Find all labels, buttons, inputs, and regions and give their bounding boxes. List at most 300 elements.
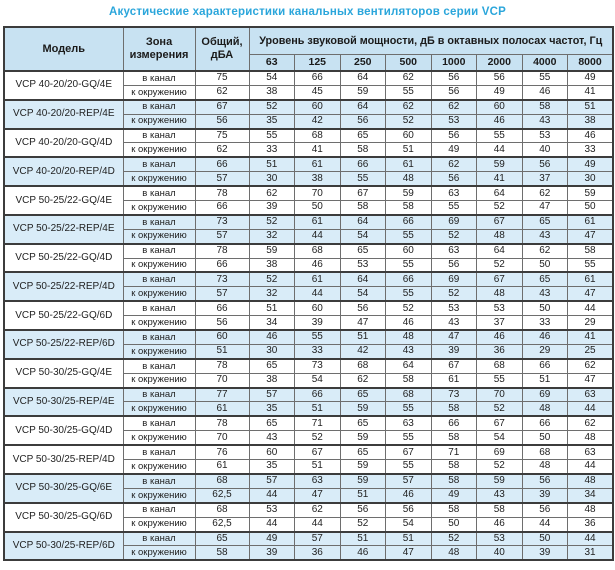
spl-value: 62: [386, 100, 432, 114]
spl-value: 61: [568, 215, 614, 229]
column-header-freq-2000: 2000: [477, 54, 523, 71]
model-name: VCP 50-25/22-GQ/4D: [4, 244, 123, 273]
spl-value: 52: [431, 287, 477, 301]
spl-value: 69: [522, 388, 568, 402]
column-header-sound-power: Уровень звуковой мощности, дБ в октавных полосах частот, Гц: [249, 27, 613, 54]
column-header-freq-500: 500: [386, 54, 432, 71]
spl-value: 43: [522, 229, 568, 243]
spl-value: 70: [295, 186, 341, 200]
spl-value: 32: [249, 229, 295, 243]
spl-value: 52: [477, 201, 523, 215]
spl-value: 36: [477, 344, 523, 358]
spl-value: 43: [477, 488, 523, 502]
total-dba-value: 70: [195, 431, 249, 445]
spl-value: 53: [431, 301, 477, 315]
zone-label: в канал: [123, 244, 195, 258]
spl-value: 59: [477, 474, 523, 488]
spl-value: 60: [295, 301, 341, 315]
spl-value: 39: [522, 546, 568, 560]
spl-value: 55: [386, 460, 432, 474]
total-dba-value: 76: [195, 445, 249, 459]
column-header-zone: Зона измерения: [123, 27, 195, 71]
spl-value: 49: [568, 157, 614, 171]
spl-value: 56: [431, 129, 477, 143]
spl-value: 44: [568, 532, 614, 546]
spl-value: 49: [477, 85, 523, 99]
total-dba-value: 66: [195, 201, 249, 215]
spl-value: 62: [386, 71, 432, 85]
spl-value: 53: [477, 532, 523, 546]
spl-value: 48: [477, 287, 523, 301]
spl-value: 34: [249, 316, 295, 330]
zone-label: к окружению: [123, 344, 195, 358]
zone-label: к окружению: [123, 114, 195, 128]
spl-value: 66: [295, 71, 341, 85]
spl-value: 62: [295, 503, 341, 517]
spl-value: 53: [522, 129, 568, 143]
spl-value: 55: [295, 330, 341, 344]
spl-value: 46: [249, 330, 295, 344]
table-row: [4, 301, 613, 315]
total-dba-value: 78: [195, 416, 249, 430]
spl-value: 46: [477, 330, 523, 344]
spl-value: 68: [295, 129, 341, 143]
spl-value: 43: [522, 114, 568, 128]
acoustic-table: [3, 26, 614, 561]
zone-label: в канал: [123, 330, 195, 344]
total-dba-value: 56: [195, 114, 249, 128]
spl-value: 39: [249, 546, 295, 560]
spl-value: 68: [295, 244, 341, 258]
spl-value: 59: [568, 186, 614, 200]
spl-value: 36: [568, 517, 614, 531]
spl-value: 67: [477, 272, 523, 286]
spl-value: 57: [295, 532, 341, 546]
spl-value: 47: [340, 316, 386, 330]
spl-value: 39: [431, 344, 477, 358]
spl-value: 57: [249, 388, 295, 402]
spl-value: 62: [568, 416, 614, 430]
zone-label: в канал: [123, 129, 195, 143]
total-dba-value: 58: [195, 546, 249, 560]
spl-value: 67: [340, 186, 386, 200]
spl-value: 41: [568, 85, 614, 99]
total-dba-value: 62: [195, 85, 249, 99]
spl-value: 47: [431, 330, 477, 344]
spl-value: 48: [568, 503, 614, 517]
spl-value: 50: [431, 517, 477, 531]
spl-value: 63: [568, 445, 614, 459]
spl-value: 66: [386, 272, 432, 286]
spl-value: 53: [431, 114, 477, 128]
total-dba-value: 62: [195, 143, 249, 157]
spl-value: 44: [249, 488, 295, 502]
spl-value: 50: [568, 201, 614, 215]
model-name: VCP 40-20/20-REP/4D: [4, 157, 123, 186]
zone-label: к окружению: [123, 402, 195, 416]
spl-value: 44: [568, 402, 614, 416]
spl-value: 42: [340, 344, 386, 358]
spl-value: 58: [522, 100, 568, 114]
spl-value: 59: [249, 244, 295, 258]
zone-label: к окружению: [123, 85, 195, 99]
model-name: VCP 50-30/25-GQ/4D: [4, 416, 123, 445]
spl-value: 52: [249, 215, 295, 229]
spl-value: 64: [477, 186, 523, 200]
table-row: [4, 474, 613, 488]
spl-value: 56: [522, 474, 568, 488]
spl-value: 51: [386, 532, 432, 546]
spl-value: 50: [295, 201, 341, 215]
zone-label: в канал: [123, 71, 195, 85]
spl-value: 29: [522, 344, 568, 358]
total-dba-value: 57: [195, 229, 249, 243]
spl-value: 65: [249, 416, 295, 430]
spl-value: 57: [249, 474, 295, 488]
spl-value: 66: [431, 416, 477, 430]
spl-value: 62: [522, 186, 568, 200]
spl-value: 63: [295, 474, 341, 488]
spl-value: 58: [568, 244, 614, 258]
total-dba-value: 68: [195, 474, 249, 488]
zone-label: в канал: [123, 186, 195, 200]
spl-value: 71: [295, 416, 341, 430]
spl-value: 29: [568, 316, 614, 330]
spl-value: 49: [249, 532, 295, 546]
zone-label: в канал: [123, 503, 195, 517]
page-title: Акустические характеристики канальных вентиляторов серии VCP: [108, 6, 507, 18]
spl-value: 56: [340, 114, 386, 128]
spl-value: 30: [249, 172, 295, 186]
zone-label: к окружению: [123, 546, 195, 560]
spl-value: 64: [340, 215, 386, 229]
spl-value: 39: [295, 316, 341, 330]
table-row: [4, 503, 613, 517]
spl-value: 46: [477, 517, 523, 531]
spl-value: 39: [522, 488, 568, 502]
spl-value: 44: [522, 517, 568, 531]
spl-value: 43: [249, 431, 295, 445]
spl-value: 51: [522, 373, 568, 387]
spl-value: 53: [249, 503, 295, 517]
spl-value: 52: [477, 402, 523, 416]
spl-value: 55: [249, 129, 295, 143]
total-dba-value: 66: [195, 157, 249, 171]
table-row: [4, 186, 613, 200]
spl-value: 39: [249, 201, 295, 215]
zone-label: в канал: [123, 416, 195, 430]
spl-value: 64: [386, 359, 432, 373]
spl-value: 30: [249, 344, 295, 358]
zone-label: в канал: [123, 445, 195, 459]
spl-value: 46: [522, 330, 568, 344]
spl-value: 55: [431, 201, 477, 215]
model-name: VCP 50-25/22-REP/6D: [4, 330, 123, 359]
table-row: [4, 71, 613, 85]
spl-value: 59: [477, 157, 523, 171]
total-dba-value: 66: [195, 301, 249, 315]
total-dba-value: 66: [195, 258, 249, 272]
spl-value: 51: [568, 100, 614, 114]
column-header-freq-8000: 8000: [568, 54, 614, 71]
zone-label: в канал: [123, 301, 195, 315]
spl-value: 58: [340, 143, 386, 157]
total-dba-value: 78: [195, 186, 249, 200]
zone-label: к окружению: [123, 517, 195, 531]
spl-value: 60: [249, 445, 295, 459]
table-row: [4, 272, 613, 286]
total-dba-value: 65: [195, 532, 249, 546]
spl-value: 37: [522, 172, 568, 186]
spl-value: 65: [340, 416, 386, 430]
spl-value: 52: [386, 301, 432, 315]
spl-value: 64: [340, 71, 386, 85]
column-header-model: Модель: [4, 27, 123, 71]
spl-value: 61: [295, 157, 341, 171]
table-body: [4, 71, 613, 560]
spl-value: 43: [386, 344, 432, 358]
spl-value: 50: [522, 258, 568, 272]
spl-value: 66: [295, 388, 341, 402]
spl-value: 55: [386, 258, 432, 272]
spl-value: 47: [568, 287, 614, 301]
spl-value: 38: [249, 258, 295, 272]
spl-value: 59: [340, 474, 386, 488]
spl-value: 63: [568, 388, 614, 402]
spl-value: 61: [568, 272, 614, 286]
spl-value: 44: [568, 460, 614, 474]
spl-value: 62: [568, 359, 614, 373]
spl-value: 54: [340, 229, 386, 243]
model-name: VCP 50-25/22-GQ/6D: [4, 301, 123, 330]
spl-value: 41: [477, 172, 523, 186]
zone-label: в канал: [123, 388, 195, 402]
spl-value: 44: [568, 301, 614, 315]
spl-value: 54: [340, 287, 386, 301]
spl-value: 48: [477, 229, 523, 243]
spl-value: 62: [249, 186, 295, 200]
spl-value: 51: [340, 532, 386, 546]
spl-value: 61: [295, 272, 341, 286]
spl-value: 25: [568, 344, 614, 358]
spl-value: 49: [431, 143, 477, 157]
spl-value: 59: [340, 85, 386, 99]
spl-value: 65: [249, 359, 295, 373]
spl-value: 65: [340, 129, 386, 143]
spl-value: 36: [295, 546, 341, 560]
spl-value: 55: [522, 71, 568, 85]
spl-value: 52: [431, 229, 477, 243]
spl-value: 48: [386, 330, 432, 344]
spl-value: 58: [431, 460, 477, 474]
total-dba-value: 57: [195, 287, 249, 301]
table-row: [4, 359, 613, 373]
spl-value: 50: [522, 431, 568, 445]
spl-value: 56: [431, 172, 477, 186]
column-header-freq-4000: 4000: [522, 54, 568, 71]
table-row: [4, 157, 613, 171]
spl-value: 56: [431, 85, 477, 99]
spl-value: 58: [431, 402, 477, 416]
spl-value: 33: [568, 143, 614, 157]
spl-value: 60: [386, 129, 432, 143]
spl-value: 55: [386, 85, 432, 99]
spl-value: 46: [568, 129, 614, 143]
spl-value: 55: [477, 373, 523, 387]
spl-value: 44: [477, 143, 523, 157]
spl-value: 64: [340, 272, 386, 286]
spl-value: 47: [386, 546, 432, 560]
spl-value: 46: [386, 316, 432, 330]
spl-value: 56: [386, 503, 432, 517]
spl-value: 51: [295, 460, 341, 474]
zone-label: к окружению: [123, 258, 195, 272]
spl-value: 52: [386, 114, 432, 128]
total-dba-value: 68: [195, 503, 249, 517]
spl-value: 67: [386, 445, 432, 459]
spl-value: 58: [477, 503, 523, 517]
model-name: VCP 40-20/20-REP/4E: [4, 100, 123, 129]
spl-value: 48: [522, 460, 568, 474]
spl-value: 63: [431, 186, 477, 200]
model-name: VCP 50-25/22-REP/4D: [4, 272, 123, 301]
spl-value: 55: [386, 431, 432, 445]
table-row: [4, 100, 613, 114]
zone-label: в канал: [123, 215, 195, 229]
spl-value: 62: [340, 373, 386, 387]
spl-value: 54: [477, 431, 523, 445]
spl-value: 58: [431, 474, 477, 488]
spl-value: 56: [340, 503, 386, 517]
zone-label: к окружению: [123, 431, 195, 445]
total-dba-value: 62,5: [195, 488, 249, 502]
zone-label: к окружению: [123, 287, 195, 301]
spl-value: 52: [295, 431, 341, 445]
spl-value: 47: [568, 373, 614, 387]
zone-label: к окружению: [123, 143, 195, 157]
spl-value: 47: [522, 201, 568, 215]
spl-value: 65: [340, 388, 386, 402]
spl-value: 46: [340, 546, 386, 560]
spl-value: 43: [522, 287, 568, 301]
spl-value: 43: [431, 316, 477, 330]
spl-value: 69: [477, 445, 523, 459]
spl-value: 50: [522, 301, 568, 315]
zone-label: к окружению: [123, 229, 195, 243]
total-dba-value: 61: [195, 402, 249, 416]
model-name: VCP 50-25/22-REP/4E: [4, 215, 123, 244]
spl-value: 68: [386, 388, 432, 402]
spl-value: 41: [568, 330, 614, 344]
model-name: VCP 50-30/25-REP/4D: [4, 445, 123, 474]
spl-value: 46: [386, 488, 432, 502]
total-dba-value: 56: [195, 316, 249, 330]
spl-value: 46: [477, 114, 523, 128]
spl-value: 56: [431, 71, 477, 85]
spl-value: 54: [295, 373, 341, 387]
spl-value: 71: [431, 445, 477, 459]
table-row: [4, 215, 613, 229]
spl-value: 56: [340, 301, 386, 315]
spl-value: 55: [386, 402, 432, 416]
spl-value: 53: [477, 301, 523, 315]
spl-value: 52: [249, 100, 295, 114]
spl-value: 38: [249, 85, 295, 99]
table-row: [4, 532, 613, 546]
table-row: [4, 129, 613, 143]
spl-value: 60: [386, 244, 432, 258]
spl-value: 66: [522, 416, 568, 430]
spl-value: 59: [340, 402, 386, 416]
zone-label: в канал: [123, 272, 195, 286]
spl-value: 38: [249, 373, 295, 387]
zone-label: в канал: [123, 532, 195, 546]
spl-value: 48: [431, 546, 477, 560]
spl-value: 33: [522, 316, 568, 330]
spl-value: 68: [340, 359, 386, 373]
spl-value: 55: [568, 258, 614, 272]
spl-value: 48: [568, 474, 614, 488]
spl-value: 61: [431, 373, 477, 387]
spl-value: 51: [249, 301, 295, 315]
spl-value: 64: [340, 100, 386, 114]
total-dba-value: 67: [195, 100, 249, 114]
spl-value: 38: [295, 172, 341, 186]
spl-value: 59: [340, 460, 386, 474]
spl-value: 67: [431, 359, 477, 373]
spl-value: 32: [249, 287, 295, 301]
spl-value: 33: [249, 143, 295, 157]
zone-label: в канал: [123, 474, 195, 488]
spl-value: 40: [522, 143, 568, 157]
spl-value: 73: [431, 388, 477, 402]
spl-value: 51: [340, 488, 386, 502]
spl-value: 64: [477, 244, 523, 258]
zone-label: к окружению: [123, 373, 195, 387]
zone-label: к окружению: [123, 316, 195, 330]
spl-value: 48: [386, 172, 432, 186]
total-dba-value: 73: [195, 272, 249, 286]
total-dba-value: 61: [195, 460, 249, 474]
spl-value: 58: [431, 431, 477, 445]
spl-value: 59: [340, 431, 386, 445]
spl-value: 69: [431, 215, 477, 229]
table-row: [4, 416, 613, 430]
spl-value: 63: [431, 244, 477, 258]
column-header-total-dba: Общий, дБА: [195, 27, 249, 71]
spl-value: 30: [568, 172, 614, 186]
spl-value: 66: [522, 359, 568, 373]
column-header-freq-1000: 1000: [431, 54, 477, 71]
spl-value: 37: [477, 316, 523, 330]
spl-value: 65: [522, 272, 568, 286]
table-row: [4, 330, 613, 344]
spl-value: 52: [249, 272, 295, 286]
spl-value: 65: [340, 244, 386, 258]
spl-value: 68: [477, 359, 523, 373]
spl-value: 65: [340, 445, 386, 459]
spl-value: 45: [295, 85, 341, 99]
column-header-freq-63: 63: [249, 54, 295, 71]
spl-value: 48: [568, 431, 614, 445]
spl-value: 62: [431, 100, 477, 114]
table-row: [4, 244, 613, 258]
spl-value: 59: [386, 186, 432, 200]
zone-label: в канал: [123, 157, 195, 171]
spl-value: 40: [477, 546, 523, 560]
spl-value: 60: [477, 100, 523, 114]
spl-value: 63: [386, 416, 432, 430]
